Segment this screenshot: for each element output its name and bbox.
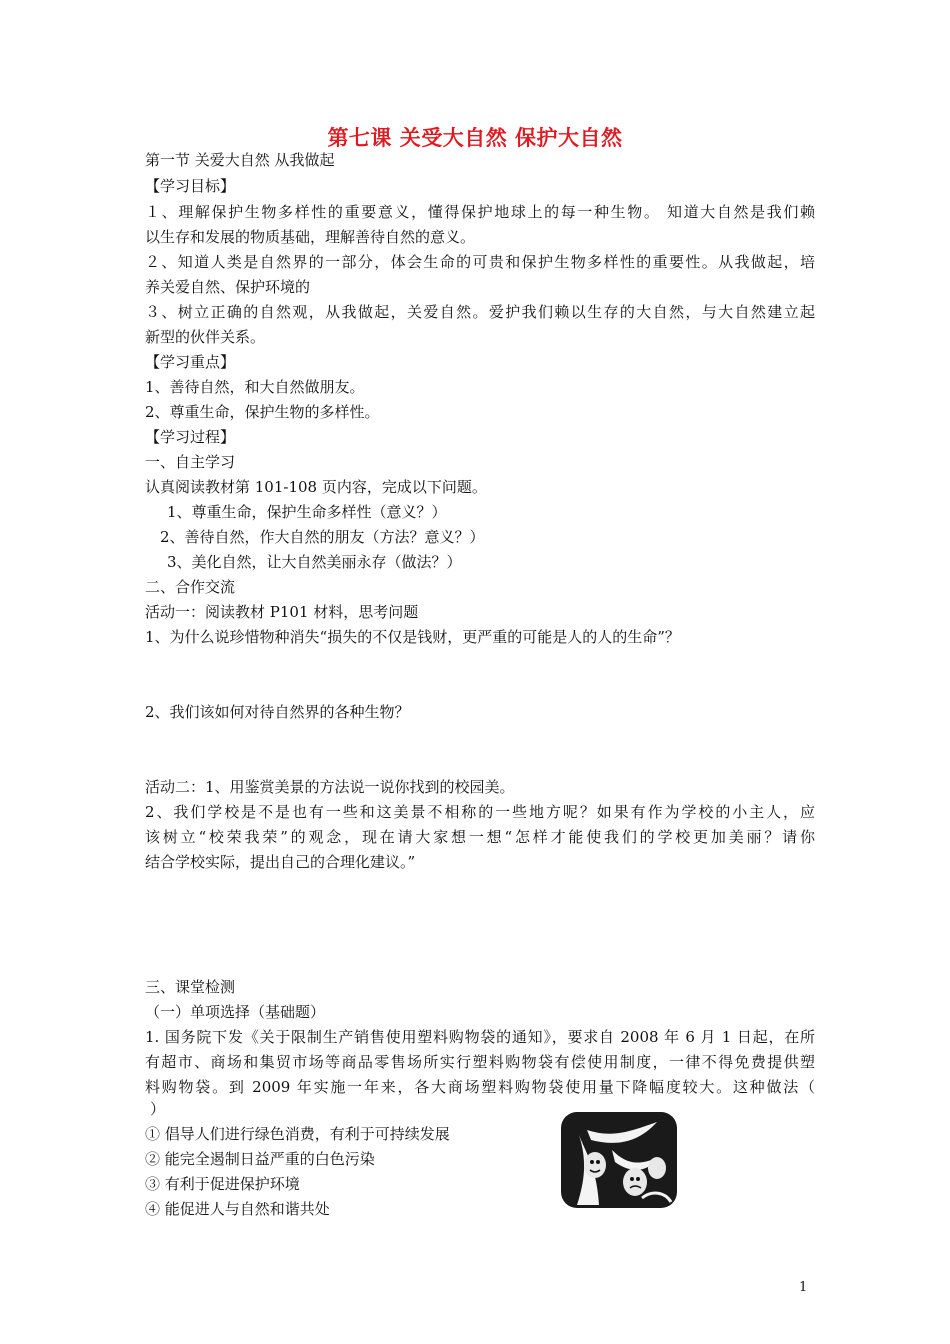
cooperation-heading: 二、合作交流: [145, 578, 236, 596]
goals-heading: 【学习目标】: [145, 177, 236, 195]
test-question-line-4: ）: [150, 1100, 166, 1118]
process-heading: 【学习过程】: [145, 428, 236, 446]
option-3: ③ 有利于促进保护环境: [145, 1175, 300, 1193]
goal-1-line-2: 以生存和发展的物质基础，理解善待自然的意义。: [145, 228, 476, 246]
key-points-heading: 【学习重点】: [145, 353, 236, 371]
key-point-1: 1、善待自然，和大自然做朋友。: [145, 378, 365, 396]
lesson-title: 第七课 关受大自然 保护大自然: [327, 126, 623, 150]
goal-3-line-2: 新型的伙伴关系。: [145, 328, 266, 346]
self-study-heading: 一、自主学习: [145, 453, 236, 471]
test-question-line-2: 有超市、商场和集贸市场等商品零售场所实行塑料购物袋有偿使用制度，一律不得免费提供塑: [145, 1053, 815, 1071]
goal-2-line-2: 养关爱自然、保护环境的: [145, 278, 311, 296]
goal-3-line-1: ３、树立正确的自然观，从我做起，关爱自然。爱护我们赖以生存的大自然，与大自然建立起: [145, 303, 815, 321]
test-heading: 三、课堂检测: [145, 978, 236, 996]
woodcut-illustration: [557, 1110, 681, 1210]
reading-instruction: 认真阅读教材第 101-108 页内容，完成以下问题。: [145, 478, 487, 496]
section-heading: 第一节 关爱大自然 从我做起: [145, 151, 335, 169]
activity-2-line-2: 2、我们学校是不是也有一些和这美景不相称的一些地方呢？如果有作为学校的小主人，应: [145, 803, 815, 821]
page-number: 1: [799, 1280, 808, 1295]
single-choice-heading: （一）单项选择（基础题）: [145, 1003, 326, 1021]
option-4: ④ 能促进人与自然和谐共处: [145, 1200, 330, 1218]
self-study-question-3: 3、美化自然，让大自然美丽永存（做法？）: [167, 553, 462, 571]
key-point-2: 2、尊重生命，保护生物的多样性。: [145, 403, 380, 421]
goal-1-line-1: １、理解保护生物多样性的重要意义，懂得保护地球上的每一种生物。 知道大自然是我们赖: [145, 203, 815, 221]
activity-2-line-4: 结合学校实际，提出自己的合理化建议。”: [145, 853, 416, 871]
activity-2-line-1: 活动二：1、用鉴赏美景的方法说一说你找到的校园美。: [145, 778, 515, 796]
test-question-line-3: 料购物袋。到 2009 年实施一年来，各大商场塑料购物袋使用量下降幅度较大。这种做法（: [145, 1078, 815, 1096]
activity-1-question-2: 2、我们该如何对待自然界的各种生物？: [145, 703, 410, 721]
option-2: ② 能完全遏制日益严重的白色污染: [145, 1150, 375, 1168]
option-1: ① 倡导人们进行绿色消费，有利于可持续发展: [145, 1125, 450, 1143]
self-study-question-2: 2、善待自然，作大自然的朋友（方法？意义？）: [160, 528, 485, 546]
activity-1-heading: 活动一：阅读教材 P101 材料，思考问题: [145, 603, 419, 621]
test-question-line-1: 1. 国务院下发《关于限制生产销售使用塑料购物袋的通知》，要求自 2008 年 6 月 1 日起，在所: [145, 1028, 815, 1046]
self-study-question-1: 1、尊重生命，保护生命多样性（意义？）: [167, 503, 447, 521]
activity-2-line-3: 该树立“校荣我荣”的观念，现在请大家想一想“怎样才能使我们的学校更加美丽？请你: [145, 828, 815, 846]
goal-2-line-1: ２、知道人类是自然界的一部分，体会生命的可贵和保护生物多样性的重要性。从我做起，培: [145, 253, 815, 271]
activity-1-question-1: 1、为什么说珍惜物种消失“损失的不仅是钱财，更严重的可能是人的人的生命”？: [145, 628, 680, 646]
